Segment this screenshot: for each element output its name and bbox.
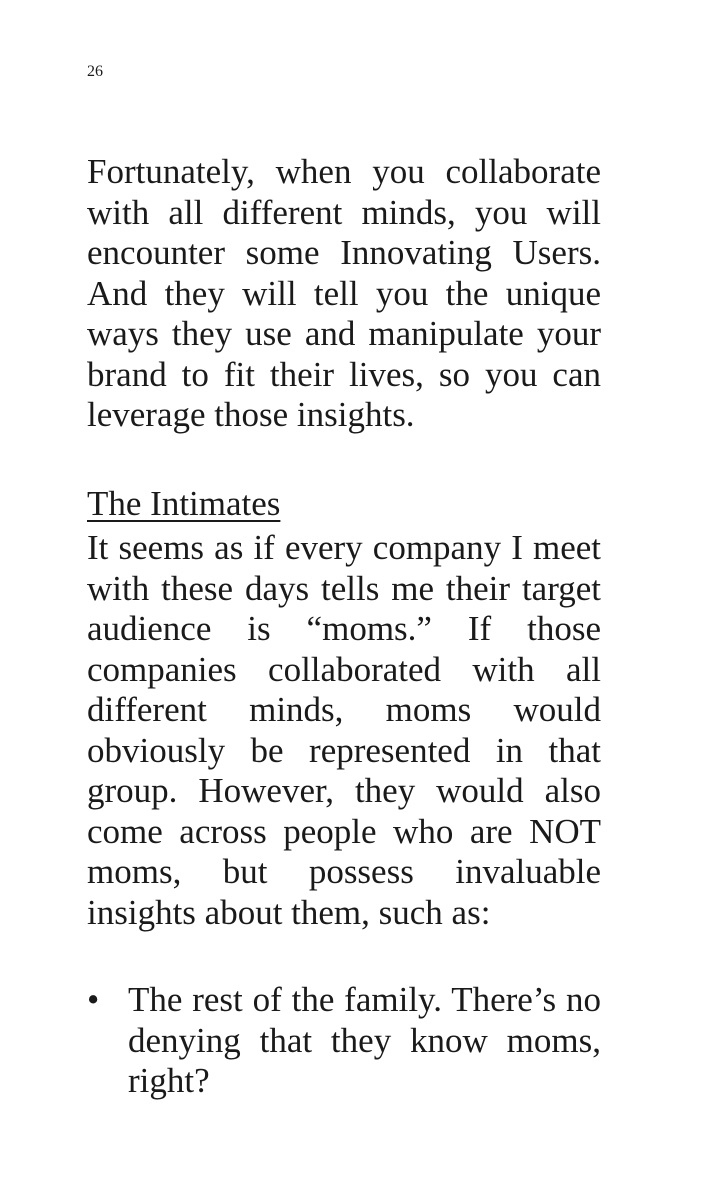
bullet-text: The rest of the family. There’s no denying that they know moms, right?	[128, 980, 601, 1100]
page-body	[87, 152, 601, 1102]
list-item	[87, 980, 601, 1102]
bullet-icon: •	[87, 980, 100, 1019]
page-number: 26	[87, 63, 103, 80]
paragraph-innovating-users: Fortunately, when you collaborate with all different minds, you will encounter some Innovating Users. And they will tell you the unique ways they use and manipulate your brand to fit their lives, so you can leverage those insights.	[87, 152, 601, 434]
section-heading-intimates: The Intimates	[87, 483, 281, 523]
paragraph-intimates: It seems as if every company I meet with these days tells me their target audience is “moms.” If those companies collaborated with all different minds, moms would obviously be represented in that group. However, they would also come across people who are NOT moms, but possess invaluable insights about them, such as:	[87, 528, 601, 932]
bullet-list	[87, 980, 601, 1102]
